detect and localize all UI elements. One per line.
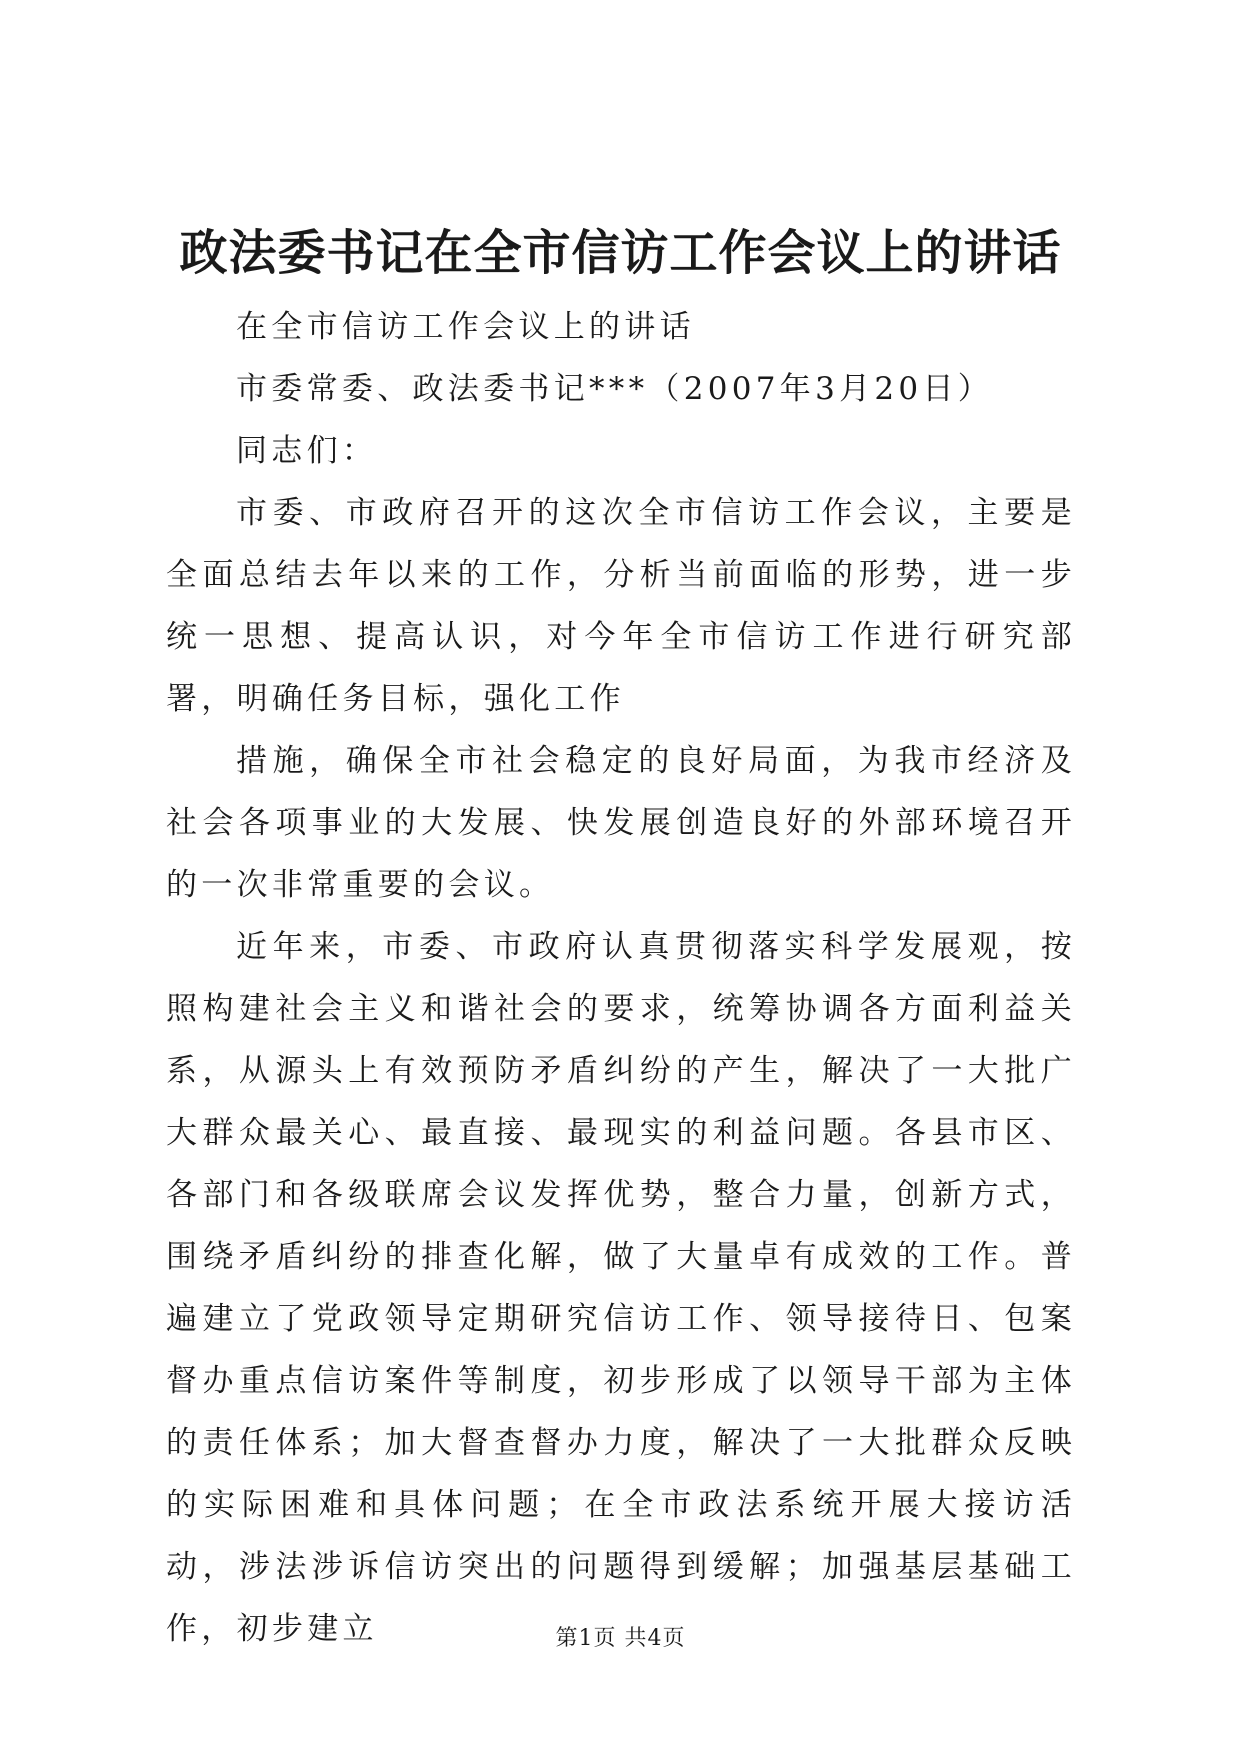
salutation-line: 同志们： xyxy=(236,433,378,469)
document-body xyxy=(166,296,1076,1660)
body-paragraph: 近年来，市委、市政府认真贯彻落实科学发展观，按照构建社会主义和谐社会的要求，统筹协调各方面利益关系，从源头上有效预防矛盾纠纷的产生，解决了一大批广大群众最关心、最直接、最现实的利益问题。各县市区、各部门和各级联席会议发挥优势，整合力量，创新方式，围绕矛盾纠纷的排查化解，做了大量卓有成效的工作。普遍建立了党政领导定期研究信访工作、领导接待日、包案督办重点信访案件等制度，初步形成了以领导干部为主体的责任体系；加大督查督办力度，解决了一大批群众反映的实际困难和具体问题；在全市政法系统开展大接访活动，涉法涉诉信访突出的问题得到缓解；加强基层基础工作，初步建立 xyxy=(166,929,1076,1647)
speaker-line: 市委常委、政法委书记***（2007年3月20日） xyxy=(236,371,994,407)
document-title: 政法委书记在全市信访工作会议上的讲话 xyxy=(179,225,1062,281)
body-paragraph: 措施，确保全市社会稳定的良好局面，为我市经济及社会各项事业的大发展、快发展创造良好的外部环境召开的一次非常重要的会议。 xyxy=(166,743,1076,903)
body-paragraph: 市委、市政府召开的这次全市信访工作会议，主要是全面总结去年以来的工作，分析当前面临的形势，进一步统一思想、提高认识，对今年全市信访工作进行研究部署，明确任务目标，强化工作 xyxy=(166,495,1076,717)
page-number-footer: 第1页 共4页 xyxy=(555,1626,686,1651)
subtitle-line: 在全市信访工作会议上的讲话 xyxy=(236,309,695,345)
